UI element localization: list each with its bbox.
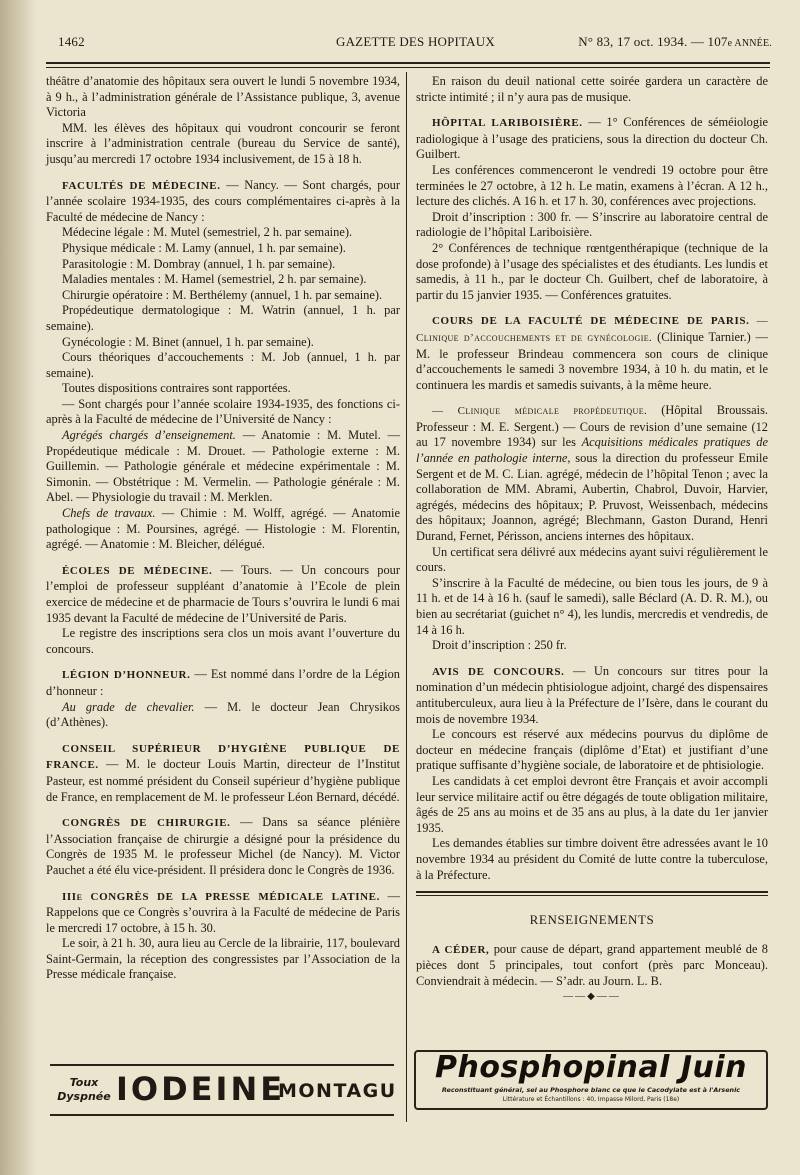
lariboisiere-droit: Droit d’inscription : 300 fr. — S’inscrire au laboratoire central de radiologie de l’hôpital Lariboisière. <box>416 209 768 240</box>
anatomie-inscription: MM. les élèves des hôpitaux qui voudront concourir se feront inscrire à l’administration centrale (bureau du Service de santé), jusqu’au mercredi 17 octobre 1934 inclusivement, de 15 à 18 h. <box>46 120 400 166</box>
header-rule-top <box>46 62 770 64</box>
right-column <box>416 74 768 1005</box>
phosphopinal-tagline: Reconstituant général, sel au Phosphore blanc ce que le Cacodylate est à l'Arsenic <box>441 1086 741 1094</box>
page-number: 1462 <box>58 34 85 49</box>
page-header <box>58 34 772 56</box>
avis-demandes: Les demandes établies sur timbre doivent être adressées avant le 10 novembre 1934 au président du Comité de lutte contre la tuberculose, à la Préfecture. <box>416 836 768 882</box>
iodeine-ad <box>50 1064 397 1116</box>
nancy-course: Parasitologie : M. Dombray (annuel, 1 h. par semaine). <box>62 256 336 271</box>
avis-title: AVIS DE CONCOURS. <box>432 665 565 678</box>
deuil-note: En raison du deuil national cette soirée gardera un caractère de stricte intimité ; il n’y aura pas de musique. <box>416 74 768 104</box>
nancy-course: Propédeutique dermatologique : M. Watrin (annuel, 1 h. par semaine). <box>46 303 400 333</box>
facultes-section: FACULTÉS DE MÉDECINE. — Nancy. — Sont chargés, pour l’année scolaire 1934-1935, des cours complémentaires ci-après à la Faculté de médecine de Nancy : <box>46 177 400 224</box>
column-divider <box>406 72 407 1122</box>
avis-reserve: Le concours est réservé aux médecins pourvus du diplôme de docteur en médecine français (diplôme d’Etat) et justifiant d’une pratique suffisante d’hygiène sociale, de laboratoire et de phtisiologie. <box>416 727 768 773</box>
propedeutique-paragraph: — Clinique médicale propédeutique. (Hôpital Broussais. Professeur : M. E. Sergent.) — Cours de revision d’une semaine (12 au 17 novembre 1934) sur les Acquisitions médicales pratiques de l’année en pathologie interne, sous la direction du professeur Emile Sergent et de M. C. Lian. agrégé, médecin de l’hôpital Tenon ; avec la collaboration de MM. Abrami, Aubertin, Chabrol, Duvoir, Harvier, agrégés, médecins des hôpitaux; P. Pruvost, Weissenbach, médecins des hôpitaux; Joannon, agrégé; Blechmann, Gaston Durand, Henri Durand, Fernet, Périsson, anciens internes des hôpitaux. <box>416 403 768 544</box>
renseignements-title: RENSEIGNEMENTS <box>529 912 655 928</box>
ceder-ad: A CÉDER, pour cause de départ, grand appartement meublé de 8 pièces dont 5 principales, tout confort (près parc Monceau). Conviendrait à médecin. — S’adr. au Journ. L. B. <box>416 941 768 988</box>
agreges-paragraph: Agrégés chargés d’enseignement. — Anatomie : M. Mutel. — Propédeutique médicale : M. Drouet. — Pathologie externe : M. Guillemin. — Pathologie générale et médecine expérimentale : M. Simonin. — Obstétrique : M. Vermelin. — Pathologie générale : M. Abel. — Physiologie du travail : M. Merklen. <box>46 428 401 505</box>
congres-title: CONGRÈS DE CHIRURGIE. <box>62 817 231 830</box>
legion-grade: Au grade de chevalier. — M. le docteur Jean Chrysikos (d’Athènes). <box>46 699 400 730</box>
iodeine-indications: Toux Dyspnée <box>57 1076 111 1103</box>
facultes-title: FACULTÉS DE MÉDECINE. <box>62 179 221 192</box>
phosphopinal-ad <box>414 1050 768 1110</box>
presse-soir: Le soir, à 21 h. 30, aura lieu au Cercle de la librairie, 117, boulevard Saint-Germain, la réception des congressistes par l’Association de la Presse médicale française. <box>46 936 400 982</box>
nancy-course: Gynécologie : M. Binet (annuel, 1 h. par semaine). <box>62 334 314 349</box>
nancy-univ: — Sont chargés pour l’année scolaire 1934-1935, des fonctions ci-après à la Faculté de médecine de l’Université de Nancy : <box>46 396 400 427</box>
ornament-divider: ——◆—— <box>563 991 621 1003</box>
inscription-note: S’inscrire à la Faculté de médecine, ou bien tous les jours, de 9 à 11 h. et de 14 à 16 h. (sauf le samedi), salle Béclard (A. D. R. M.), ou bien au secrétariat (guichet n° 4), les lundis, mercredis et vendredis, de 14 à 16 h. <box>416 575 768 637</box>
avis-candidats: Les candidats à cet emploi devront être Français et avoir accompli leur service militaire actif ou être dégagés de toute obligation militaire, âgés de 25 ans au moins et de 35 ans au plus, à la date du 1er janvier 1935. <box>416 773 768 835</box>
conseil-section: CONSEIL SUPÉRIEUR D’HYGIÈNE PUBLIQUE DE FRANCE. — M. le docteur Louis Martin, directeur de l’Institut Pasteur, est nommé président du Conseil supérieur d’hygiène publique de France, en remplacement de M. le professeur Léon Bernard, décédé. <box>46 742 400 804</box>
chefs-paragraph: Chefs de travaux. — Chimie : M. Wolff, agrégé. — Anatomie pathologique : M. Poursines, agrégé. — Histologie : M. Florentin, agrégé. — Anatomie : M. Bleicher, délégué. <box>46 506 400 552</box>
droit-inscription: Droit d’inscription : 250 fr. <box>432 638 567 653</box>
legion-title: LÉGION D’HONNEUR. <box>62 669 191 682</box>
lariboisiere-dates: Les conférences commenceront le vendredi 19 octobre pour être terminées le 27 octobre, à 12 h. Le matin, examens à l’écran. A 12 h., lecture des clichés. A 16 h. et 17 h. 30, conférences avec projections. <box>416 162 768 209</box>
nancy-course: Maladies mentales : M. Hamel (semestriel, 2 h. par semaine). <box>62 272 367 287</box>
lariboisiere-roentgen: 2° Conférences de technique rœntgenthérapique (technique de la dose profonde) à l’usage des spécialistes et des étudiants. Les lundis et samedis, à 11 h., par le docteur Ch. Guilbert, chef de laboratoire, à partir du 15 janvier 1935. — Conférences gratuites. <box>416 240 768 302</box>
journal-title: GAZETTE DES HOPITAUX <box>336 34 495 49</box>
avis-section: AVIS DE CONCOURS. — Un concours sur titres pour la nomination d’un médecin phtisiologue adjoint, chargé des dispensaires antituberculeux, aura lieu à la Préfecture de l’Isère, dans le courant du mois de novembre 1934. <box>416 663 768 726</box>
presse-section: IIIe CONGRÈS DE LA PRESSE MÉDICALE LATINE. — Rappelons que ce Congrès s’ouvrira à la Faculté de médecine de Paris le mercredi 17 octobre, à 15 h. 30. <box>46 888 400 935</box>
contraires-note: Toutes dispositions contraires sont rapportées. <box>62 381 291 396</box>
phosphopinal-address: Littérature et Échantillons : 40, Impasse Milord, Paris (18e) <box>502 1096 680 1103</box>
congres-section: CONGRÈS DE CHIRURGIE. — Dans sa séance plénière l’Association française de chirurgie a désigné pour la présidence du Congrès de 1935 M. le professeur Michel (de Nancy). M. Victor Pauchet a été élu vice-président. Il présidera donc le Congrès de 1936. <box>46 815 400 877</box>
ecoles-title: ÉCOLES DE MÉDECINE. <box>62 564 213 577</box>
presse-title: IIIe CONGRÈS DE LA PRESSE MÉDICALE LATINE. <box>62 890 380 903</box>
page-edge-shadow <box>0 0 36 1175</box>
ecoles-section: ÉCOLES DE MÉDECINE. — Tours. — Un concours pour l’emploi de professeur suppléant d’anatomie à l’Ecole de plein exercice de médecine et de pharmacie de Tours s’ouvrira le lundi 6 mai 1935 devant la Faculté de médecine de l’Université de Paris. <box>46 562 400 625</box>
renseignements-rule-bottom <box>416 895 768 896</box>
ceder-title: A CÉDER, <box>432 943 490 956</box>
nancy-course: Chirurgie opératoire : M. Berthélemy (annuel, 1 h. par semaine). <box>62 287 383 302</box>
nancy-course: Cours théoriques d’accouchements : M. Job (annuel, 1 h. par semaine). <box>46 350 400 380</box>
ecoles-registre: Le registre des inscriptions sera clos un mois avant l’ouverture du concours. <box>46 626 400 656</box>
iodeine-maker: MONTAGU <box>278 1080 397 1102</box>
iodeine-brand: IODEINE <box>116 1070 286 1108</box>
anatomie-intro: théâtre d’anatomie des hôpitaux sera ouvert le lundi 5 novembre 1934, à 9 h., à l’administration générale de l’Assistance publique, 3, avenue Victoria <box>46 74 400 120</box>
left-column <box>46 74 400 983</box>
nancy-course: Physique médicale : M. Lamy (annuel, 1 h. par semaine). <box>62 240 346 255</box>
conseil-title: CONSEIL SUPÉRIEUR D’HYGIÈNE PUBLIQUE DE FRANCE. <box>46 742 400 772</box>
legion-section: LÉGION D’HONNEUR. — Est nommé dans l’ordre de la Légion d’honneur : <box>46 667 400 698</box>
cours-section: COURS DE LA FACULTÉ DE MÉDECINE DE PARIS. — Clinique d’accouchements et de gynécologie. (Clinique Tarnier.) — M. le professeur Brindeau commencera son cours de clinique d’accouchements le samedi 3 novembre 1934, à 10 h. du matin, et le continuera les mardis et samedis suivants, à la même heure. <box>416 315 768 392</box>
renseignements-rule-top <box>416 891 768 893</box>
lariboisiere-title: HÔPITAL LARIBOISIÈRE. <box>432 117 583 130</box>
phosphopinal-brand: Phosphopinal Juin <box>434 1050 747 1085</box>
header-rule-bottom <box>46 67 770 68</box>
cours-title: COURS DE LA FACULTÉ DE MÉDECINE DE PARIS. <box>432 315 750 328</box>
certificat-note: Un certificat sera délivré aux médecins ayant suivi régulièrement le cours. <box>416 544 768 575</box>
nancy-course: Médecine légale : M. Mutel (semestriel, 2 h. par semaine). <box>62 225 353 240</box>
issue-info: N° 83, 17 oct. 1934. — 107e ANNÉE. <box>578 34 772 49</box>
lariboisiere-section: HÔPITAL LARIBOISIÈRE. — 1° Conférences de séméiologie radiologique à l’usage des praticiens, sous la direction du docteur Ch. Guilbert. <box>416 115 769 162</box>
